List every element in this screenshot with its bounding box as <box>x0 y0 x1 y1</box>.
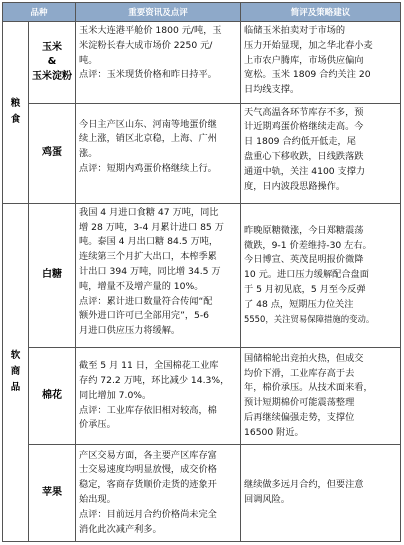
info-line: 玉米大连港平舱价 1800 元/吨，玉 <box>79 25 222 36</box>
info-line: 额外进口许可已全部用完”，5-6 <box>79 310 210 322</box>
advice-line: 16500 附近。 <box>244 426 304 438</box>
header-advice: 简评及策略建议 <box>241 3 401 22</box>
advice-line: 均价下滑，工业库存高于去 <box>244 367 355 379</box>
variety-cell <box>29 203 76 348</box>
advice-line: 后再继续偏强走势，支撑位 <box>244 412 355 423</box>
info-line: 我国 4 月进口食糖 47 万吨，同比 <box>79 206 219 218</box>
advice-cell <box>241 445 401 542</box>
variety-name: 白糖 <box>42 269 62 281</box>
variety-name: 玉米淀粉 <box>32 70 72 82</box>
advice-line: 日 1809 合约低开低走，尾 <box>244 136 356 148</box>
advice-cell <box>241 22 401 104</box>
info-line: 吨。泰国 4 月出口糖 84.5 万吨， <box>79 236 219 248</box>
table-row-corn <box>3 22 401 104</box>
info-line: 截至 5 月 11 日，全国棉花工业库 <box>79 360 219 372</box>
info-cell <box>76 22 241 104</box>
info-line: 存约 72.2 万吨，环比减少 14.3%， <box>79 375 230 386</box>
info-line: 产区交易方面，各主要产区库存富 <box>79 449 217 461</box>
advice-line: 微跌，9-1 价差维持-30 左右。 <box>244 239 372 251</box>
advice-cell <box>241 103 401 203</box>
header-row <box>3 3 401 22</box>
advice-line: 继续做多远月合约，但要注意 <box>244 479 364 491</box>
info-line: 月进口供应压力将缓解。 <box>79 325 181 337</box>
info-line: 连续第三个月扩大出口，本榨季累 <box>79 251 217 263</box>
header-category: 品种 <box>3 3 76 22</box>
advice-line: 昨晚原糖微涨，今日郑糖震荡 <box>244 224 364 236</box>
variety-cell <box>29 348 76 445</box>
advice-line: 宽松。玉米 1809 合约关注 20 <box>244 69 371 81</box>
info-line: 价承压。 <box>79 419 116 431</box>
info-line: 点评：累计进口数量符合传闻“配 <box>79 295 213 307</box>
advice-line: 上市农户腾库，市场供应偏向 <box>244 54 364 66</box>
info-line: 点评：工业库存依旧相对较高，棉 <box>79 404 217 416</box>
category-cell-grain <box>3 22 29 204</box>
info-line: 增 28 万吨，3-4 月累计进口 85 万 <box>79 221 224 233</box>
info-line: 点评：目前远月合约价格尚未完全 <box>79 508 217 520</box>
info-cell <box>76 445 241 542</box>
advice-line: 回调风险。 <box>244 494 290 506</box>
advice-line: 10 元。进口压力缓解配合盘面 <box>244 269 369 281</box>
info-cell <box>76 348 241 445</box>
info-line: 消化此次减产利多。 <box>79 523 162 535</box>
advice-line: 国储棉轮出竞拍火热，但成交 <box>244 352 364 364</box>
info-line: 士交易速度均明显放慢，成交价格 <box>79 464 217 476</box>
info-line: 续上涨，销区北京稳，上海、广州 <box>79 133 217 145</box>
advice-line: 于 5 月初见底，5 月至今反弹 <box>244 283 366 295</box>
info-line: 始出现。 <box>79 494 116 506</box>
info-cell <box>76 103 241 203</box>
advice-cell <box>241 203 401 348</box>
info-cell <box>76 203 241 348</box>
advice-line: 计近期鸡蛋价格继续走高。今 <box>244 121 364 133</box>
info-line: 米淀粉长春大成市场价 2250 元/ <box>79 39 213 51</box>
info-line: 今日主产区山东、河南等地蛋价继 <box>79 118 217 130</box>
variety-name: 玉米 <box>42 41 62 53</box>
info-line: 同比增加 7.0%。 <box>79 389 152 401</box>
variety-name: 苹果 <box>42 486 62 498</box>
info-line: 吨。 <box>79 54 98 66</box>
variety-name: & <box>47 56 57 68</box>
table-row-egg <box>3 103 401 203</box>
advice-cell <box>241 348 401 445</box>
advice-line: 盘重心下移收跌，日线跌落跌 <box>244 150 364 162</box>
advice-line: 通道中轨，关注 4100 支撑力 <box>244 165 366 177</box>
table-row-apple <box>3 445 401 542</box>
variety-name: 鸡蛋 <box>42 146 62 158</box>
variety-name: 棉花 <box>42 389 62 401</box>
header-info: 重要资讯及点评 <box>76 3 241 22</box>
info-line: 点评：玉米现货价格和昨日持平。 <box>79 69 217 81</box>
advice-line: 天气高温各环节库存不多，预 <box>244 106 364 118</box>
advice-line: 年，棉价承压。从技术面来看， <box>244 382 373 394</box>
advice-line: 预计短期棉价可能震荡整理 <box>244 397 355 409</box>
variety-cell <box>29 103 76 203</box>
table-row-sugar <box>3 203 401 348</box>
advice-line: 5550，关注贸易保障措施的变动。 <box>244 314 375 325</box>
category-cell-soft <box>3 203 29 541</box>
variety-cell <box>29 22 76 104</box>
variety-cell <box>29 445 76 542</box>
advice-line: 度，日内波段思路操作。 <box>244 180 346 192</box>
info-line: 吨，增量不及增产量的 10%。 <box>79 280 204 292</box>
info-line: 稳定，客商存货顺价走货的迹象开 <box>79 479 217 491</box>
table-row-cotton <box>3 348 401 445</box>
advice-line: 今日博宣、英茂昆明报价微降 <box>244 254 364 266</box>
advice-line: 临储玉米拍卖对于市场的 <box>244 25 346 36</box>
advice-line: 日均线支撑。 <box>244 84 300 96</box>
category-label: 粮食 <box>10 98 21 126</box>
info-line: 涨。 <box>79 148 98 160</box>
category-label: 软商品 <box>10 350 21 394</box>
advice-line: 了 48 点，短期压力位关注 <box>244 298 354 310</box>
strategy-table <box>2 2 401 542</box>
info-line: 点评：短期内鸡蛋价格继续上行。 <box>79 162 217 174</box>
advice-line: 压力开始显现，加之华北春小麦 <box>244 39 373 51</box>
info-line: 计出口 394 万吨，同比增 34.5 万 <box>79 265 221 277</box>
